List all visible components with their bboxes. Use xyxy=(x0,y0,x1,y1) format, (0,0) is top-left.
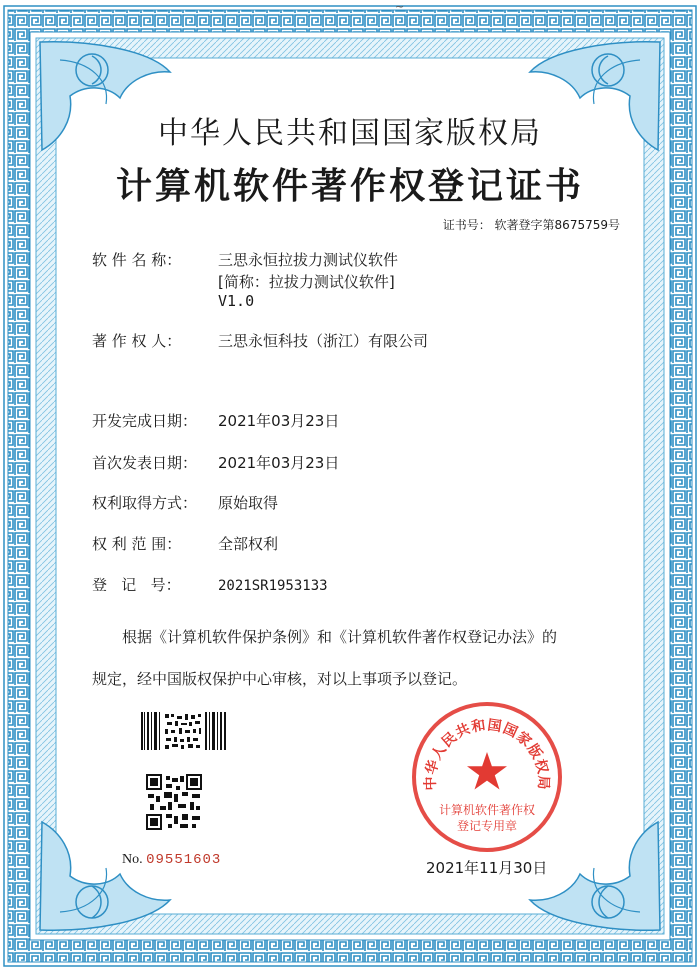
software-name-value: 三思永恒拉拔力测试仪软件 xyxy=(218,251,399,269)
handwritten-mark: ~ xyxy=(395,0,405,13)
seal-text-bottom: 登记专用章 xyxy=(456,819,518,833)
certificate-title: 计算机软件著作权登记证书 xyxy=(115,165,584,207)
acquisition-label: 权利取得方式： xyxy=(92,494,198,512)
statement-line-2: 规定，经中国版权保护中心审核，对以上事项予以登记。 xyxy=(92,670,468,688)
copyright-owner-field xyxy=(92,330,428,351)
completion-date-label: 开发完成日期： xyxy=(92,412,198,430)
statement-line-1: 根据《计算机软件保护条例》和《计算机软件著作权登记办法》的 xyxy=(122,628,558,646)
certificate-number-label: 证书号： xyxy=(442,218,491,232)
scope-value: 全部权利 xyxy=(218,535,279,553)
registration-field xyxy=(92,574,328,595)
registration-label: 登 记 号： xyxy=(92,576,181,594)
copyright-owner-value: 三思永恒科技（浙江）有限公司 xyxy=(218,332,429,350)
seal-star-icon xyxy=(467,752,507,790)
software-name-field xyxy=(92,249,398,270)
first-publish-label: 首次发表日期： xyxy=(92,454,198,472)
seal-text-mid: 计算机软件著作权 xyxy=(438,803,536,817)
software-name-label: 软 件 名 称： xyxy=(92,251,182,269)
serial-prefix: No. xyxy=(122,852,143,867)
scope-field xyxy=(92,533,278,554)
acquisition-value: 原始取得 xyxy=(218,494,279,512)
registration-value: 2021SR1953133 xyxy=(218,578,328,594)
completion-date-field xyxy=(92,410,339,431)
completion-date-value: 2021年03月23日 xyxy=(218,412,340,430)
first-publish-value: 2021年03月23日 xyxy=(218,454,340,472)
certificate-number-value: 软著登字第8675759号 xyxy=(494,218,620,232)
serial-number xyxy=(122,852,221,868)
official-seal xyxy=(410,700,564,854)
copyright-owner-label: 著 作 权 人： xyxy=(92,332,182,350)
acquisition-field xyxy=(92,492,278,513)
issuing-organization: 中华人民共和国国家版权局 xyxy=(158,116,542,151)
qr-code-image xyxy=(146,774,202,830)
issue-date: 2021年11月30日 xyxy=(426,859,548,877)
software-abbreviation: [简称：拉拔力测试仪软件] xyxy=(218,273,395,291)
software-version: V1.0 xyxy=(218,292,255,310)
certificate-number xyxy=(443,216,620,233)
scope-label: 权 利 范 围： xyxy=(92,535,182,553)
serial-value: 09551603 xyxy=(146,852,222,868)
first-publish-field xyxy=(92,452,339,473)
seal-text-top: 中华人民共和国国家版权局 xyxy=(422,717,552,791)
barcode-image xyxy=(141,712,226,750)
